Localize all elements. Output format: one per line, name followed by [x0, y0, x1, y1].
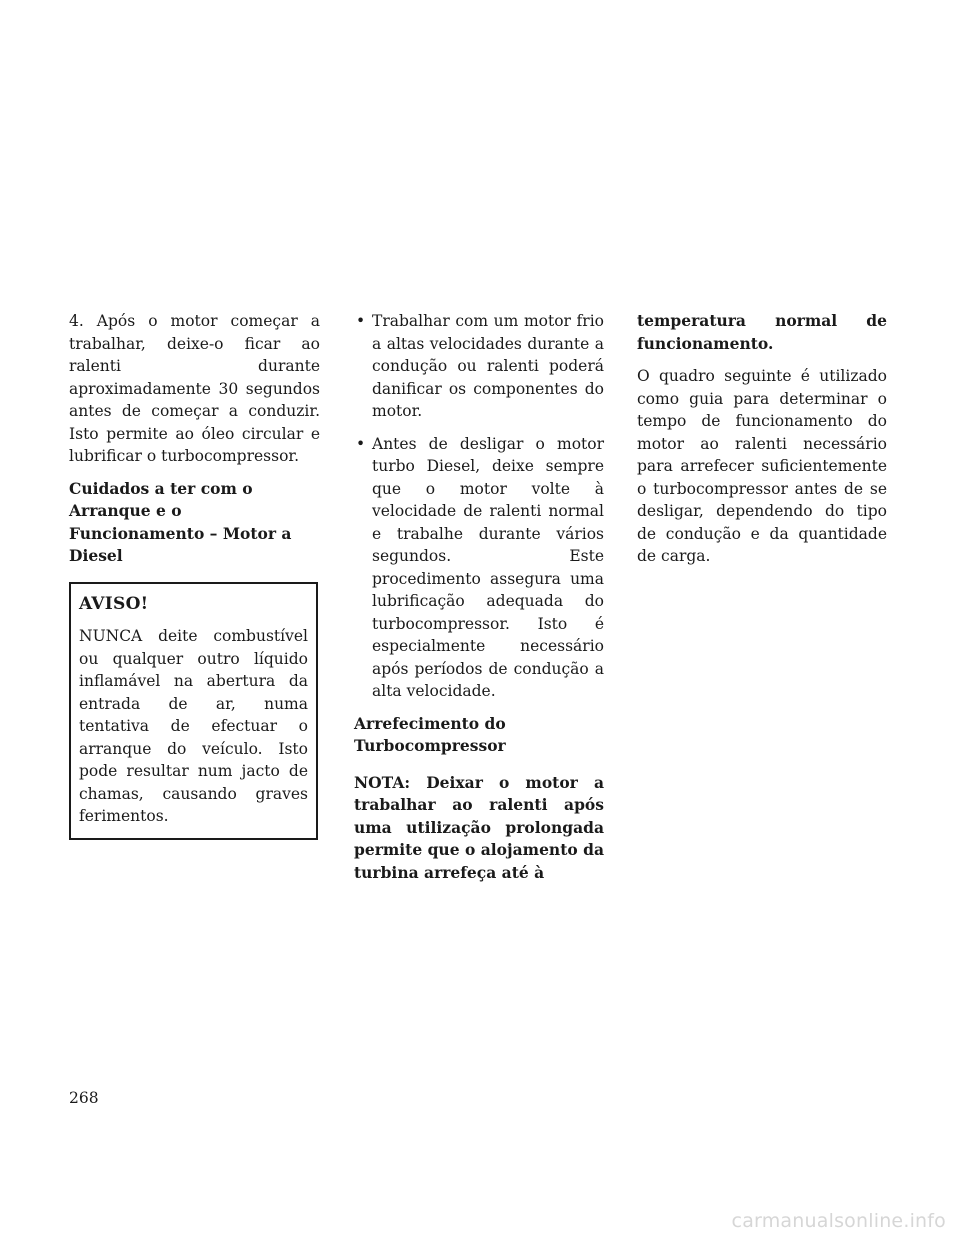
- section-heading-turbo-cooling: Arrefecimento do Turbocompressor: [354, 713, 506, 755]
- warning-title: AVISO!: [79, 593, 149, 614]
- bullet-list: [354, 310, 604, 703]
- watermark-logo: carmanualsonline.info: [731, 1210, 946, 1232]
- step-4-paragraph: 4. Após o motor começar a trabalhar, deixe-o ficar ao ralenti durante aproximadamente 30 segundos antes de começar a conduzir. Isto permite ao óleo circular e lubrificar o turbocompressor.: [69, 312, 320, 465]
- bullet-icon: •: [356, 434, 366, 453]
- column-middle: [354, 310, 604, 894]
- column-left: [69, 310, 320, 840]
- note-text-end: temperatura normal de funcionamento.: [637, 311, 887, 353]
- section-heading-diesel-start: Cuidados a ter com o Arranque e o Funcionamento – Motor a Diesel: [69, 478, 292, 565]
- bullet-icon: •: [356, 312, 366, 330]
- bullet-text: Antes de desligar o motor turbo Diesel, deixe sempre que o motor volte à velocidade de ralenti normal e trabalhe durante vários segundos. Este procedimento assegura uma lubrificação adequada do turbocompressor. Isto é especialmente necessário após períodos de condução a alta velocidade.: [372, 434, 604, 700]
- list-item: [354, 433, 604, 703]
- bullet-text: Trabalhar com um motor frio a altas velocidades durante a condução ou ralenti poderá danificar os componentes do motor.: [372, 312, 604, 420]
- guide-paragraph: O quadro seguinte é utilizado como guia para determinar o tempo de funcionamento do motor ao ralenti necessário para arrefecer suficientemente o turbocompressor antes de se desligar, dependendo do tipo de condução e da quantidade de carga.: [637, 367, 887, 565]
- warning-box: [69, 582, 318, 840]
- list-item: [354, 310, 604, 423]
- column-right: [637, 310, 887, 578]
- note-text-start: NOTA: Deixar o motor a trabalhar ao ralenti após uma utilização prolongada permite que o alojamento da turbina arrefeça até à: [354, 772, 604, 882]
- page-number: 268: [69, 1089, 99, 1107]
- warning-text: NUNCA deite combustível ou qualquer outro líquido inflamável na abertura da entrada de ar, numa tentativa de efectuar o arranque do veículo. Isto pode resultar num jacto de chamas, causando graves ferimentos.: [79, 627, 308, 825]
